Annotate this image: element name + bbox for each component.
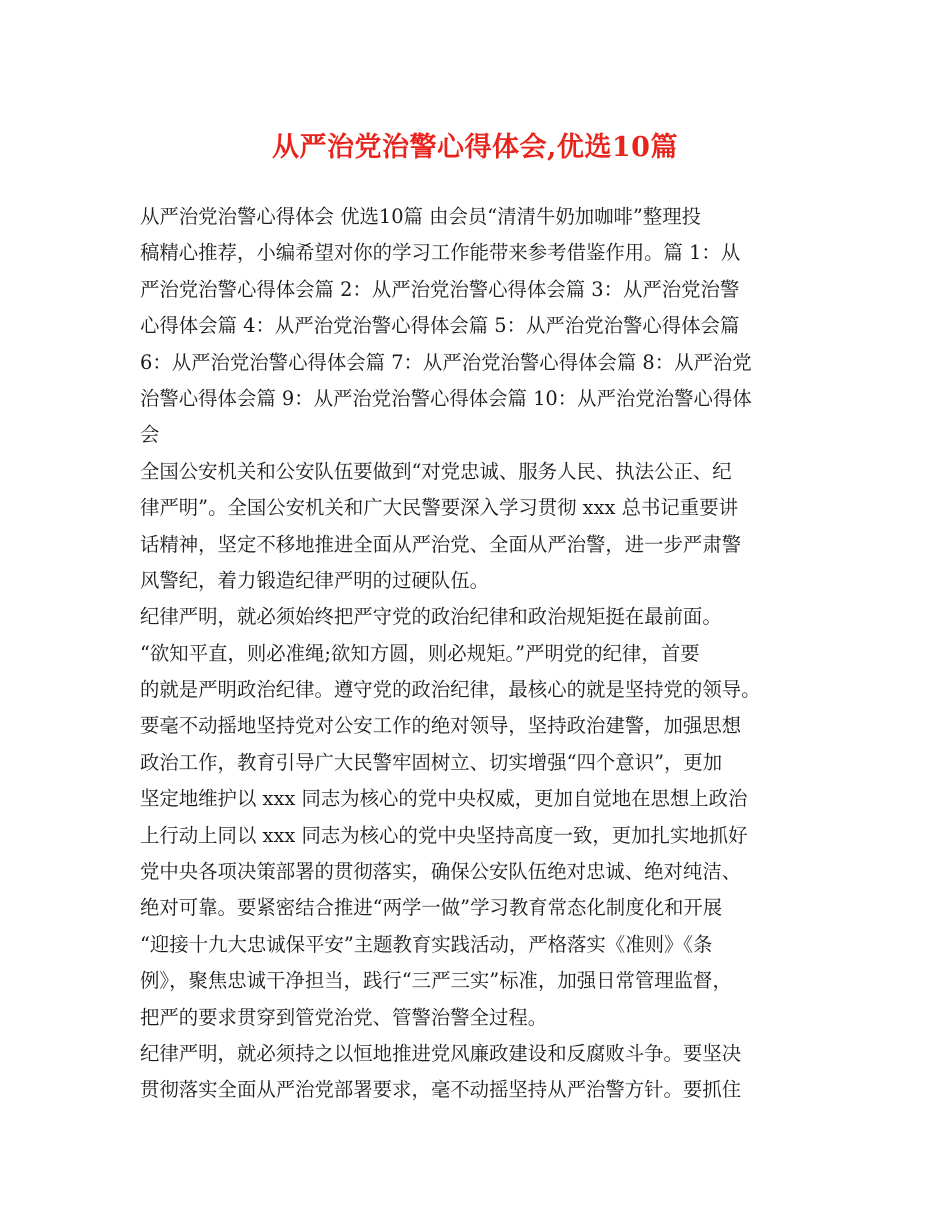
text-line: 会 <box>140 423 160 447</box>
text-line: 从严治党治警心得体会 优选10篇 由会员“清清牛奶加咖啡”整理投 <box>140 205 701 228</box>
text-line: 稿精心推荐，小编希望对你的学习工作能带来参考借鉴作用。篇 1：从 <box>140 241 741 265</box>
text-line: 严治党治警心得体会篇 2：从严治党治警心得体会篇 3：从严治党治警 <box>140 277 740 301</box>
text-line: 要毫不动摇地坚持党对公安工作的绝对领导，坚持政治建警，加强思想 <box>140 714 742 738</box>
text-line: 上行动上同以 xxx 同志为核心的党中央坚持高度一致，更加扎实地抓好 <box>140 823 748 847</box>
document-title: 从严治党治警心得体会,优选10篇 <box>272 132 678 163</box>
text-line: 绝对可靠。要紧密结合推进“两学一做”学习教育常态化制度化和开展 <box>140 896 723 920</box>
text-line: 风警纪，着力锻造纪律严明的过硬队伍。 <box>140 568 490 592</box>
text-line: “迎接十九大忠诚保平安”主题教育实践活动，严格落实《准则》《条 <box>140 932 713 956</box>
text-line: 把严的要求贯穿到管党治党、管警治警全过程。 <box>140 1005 548 1029</box>
text-line: 治警心得体会篇 9：从严治党治警心得体会篇 10：从严治党治警心得体 <box>140 386 752 410</box>
text-line: 律严明”。全国公安机关和广大民警要深入学习贯彻 xxx 总书记重要讲 <box>140 496 738 520</box>
text-line: 心得体会篇 4：从严治党治警心得体会篇 5：从严治党治警心得体会篇 <box>140 314 740 338</box>
text-line: “欲知平直，则必准绳;欲知方圆，则必规矩。”严明党的纪律，首要 <box>140 641 700 665</box>
text-line: 贯彻落实全面从严治党部署要求，毫不动摇坚持从严治警方针。要抓住 <box>140 1078 742 1102</box>
text-line: 党中央各项决策部署的贯彻落实，确保公安队伍绝对忠诚、绝对纯洁、 <box>140 860 742 884</box>
text-line: 的就是严明政治纪律。遵守党的政治纪律，最核心的就是坚持党的领导。 <box>140 678 761 702</box>
text-line: 坚定地维护以 xxx 同志为核心的党中央权威，更加自觉地在思想上政治 <box>140 787 748 811</box>
text-line: 纪律严明，就必须始终把严守党的政治纪律和政治规矩挺在最前面。 <box>140 605 722 629</box>
text-line: 例》，聚焦忠诚干净担当，践行“三严三实”标准，加强日常管理监督， <box>140 969 732 993</box>
text-line: 纪律严明，就必须持之以恒地推进党风廉政建设和反腐败斗争。要坚决 <box>140 1041 742 1065</box>
text-line: 政治工作，教育引导广大民警牢固树立、切实增强“四个意识”，更加 <box>140 750 723 774</box>
text-line: 全国公安机关和公安队伍要做到“对党忠诚、服务人民、执法公正、纪 <box>140 459 732 483</box>
text-line: 话精神，坚定不移地推进全面从严治党、全面从严治警，进一步严肃警 <box>140 532 742 556</box>
document-body <box>140 199 828 1109</box>
text-line: 6：从严治党治警心得体会篇 7：从严治党治警心得体会篇 8：从严治党 <box>140 350 752 374</box>
